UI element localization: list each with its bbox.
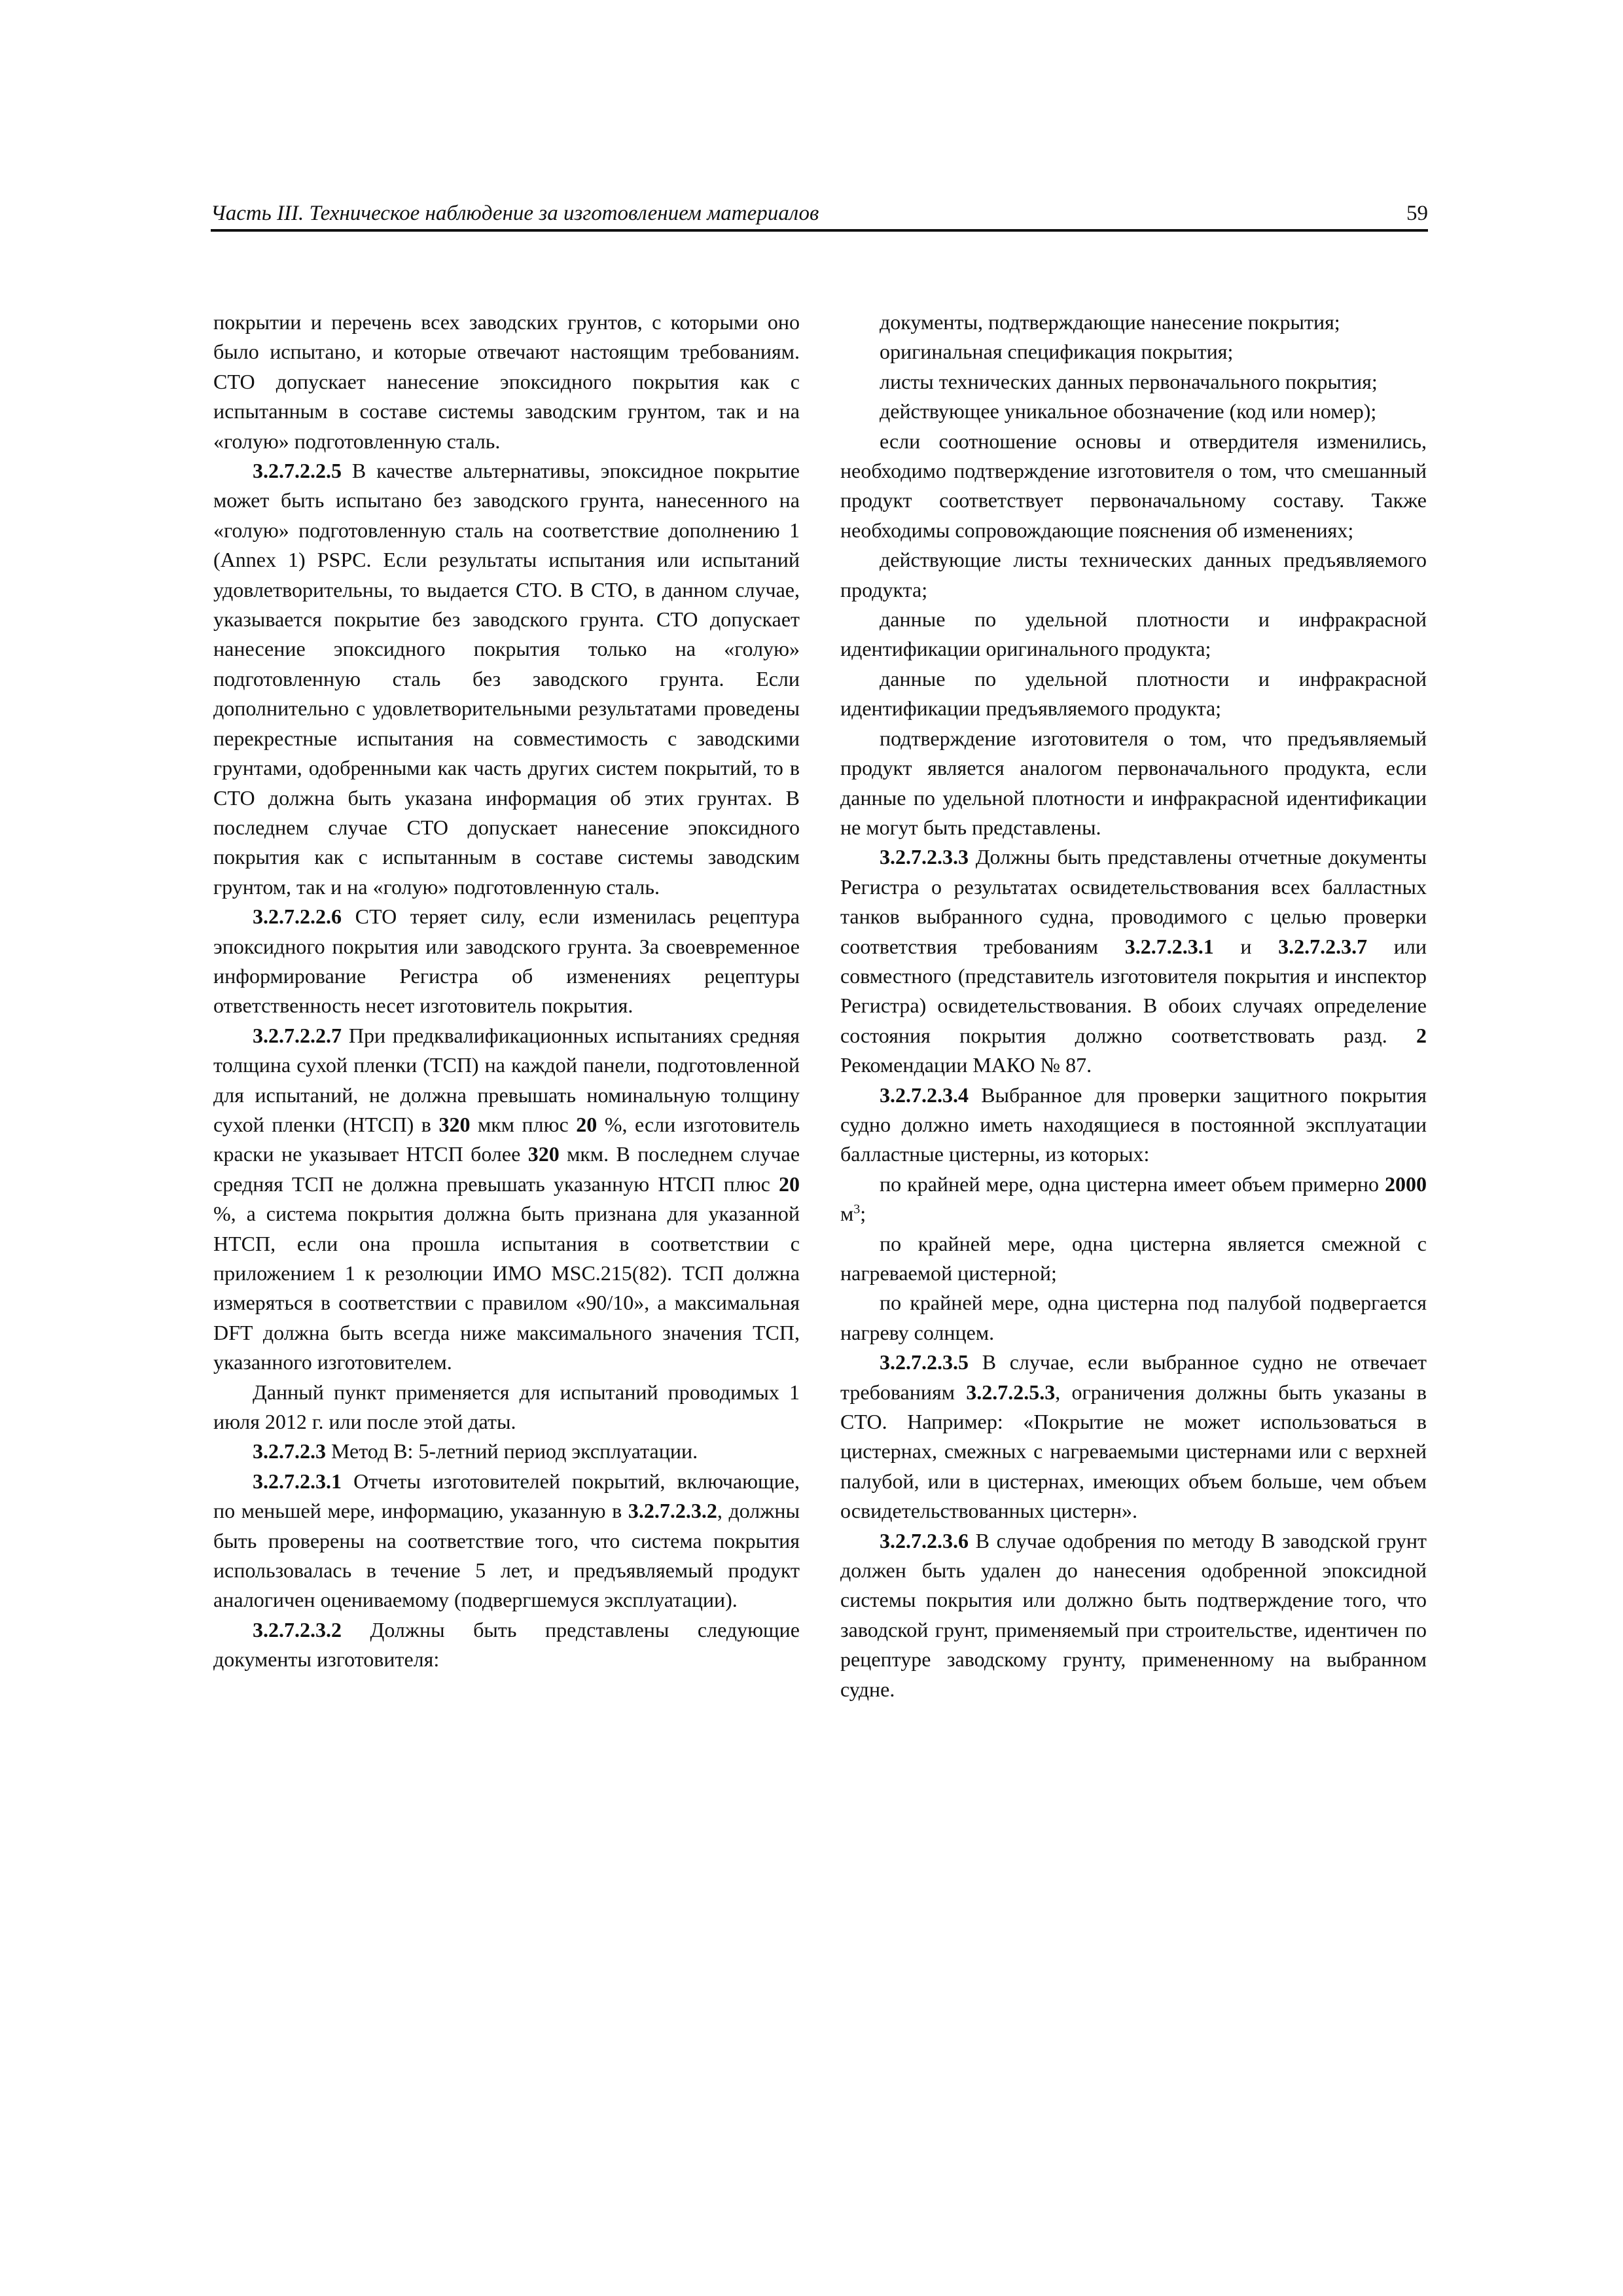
clause-number: 3.2.7.2.3.5 [880,1350,969,1374]
section-reference: 2 [1416,1023,1427,1047]
list-item [840,1229,1427,1289]
paragraph [213,1437,800,1466]
list-item [840,397,1427,426]
clause-number: 3.2.7.2.3.6 [880,1528,969,1552]
clause-number: 3.2.7.2.3 [253,1439,326,1463]
clause-number: 3.2.7.2.3.2 [253,1617,342,1641]
list-item-text: документы, подтверждающие нанесение покрытия; [880,310,1340,334]
list-item [840,367,1427,397]
paragraph-text: %, если изготовитель краски не указывает НТСП более [213,1112,800,1166]
clause-reference: 3.2.7.2.3.7 [1278,934,1368,958]
clause-reference: 3.2.7.2.3.1 [1124,934,1214,958]
list-item [840,664,1427,724]
paragraph-text: В случае одобрения по методу B заводской грунт должен быть удален до нанесения одобренной эпоксидной системы покрытия или должно быть подтверждение того, что заводской грунт, применяемый при строительстве, идентичен по рецептуре заводскому грунту, примененному на выбранном судне. [840,1528,1427,1701]
paragraph-text: Рекомендации МАКО № 87. [840,1053,1092,1077]
value: 320 [527,1142,560,1166]
paragraph [840,1526,1427,1704]
paragraph-text: мкм. В последнем случае средняя ТСП не должна превышать указанную НТСП плюс [213,1142,800,1196]
paragraph-text: %, а система покрытия должна быть признана для указанной НТСП, если она прошла испытания в соответствии с приложением 1 к резолюции ИМО MSC.215(82). ТСП должна измеряться в соответствии с правилом «90/10», а максимальная DFT должна быть всегда ниже максимального значения ТСП, указанного изготовителем. [213,1202,800,1374]
list-item-text: листы технических данных первоначального покрытия; [880,369,1378,393]
unit-exponent: 3 [853,1202,861,1217]
value: 20 [779,1172,800,1196]
list-item [840,308,1427,337]
paragraph-text: , ограничения должны быть указаны в СТО. Например: «Покрытие не может использоваться в цистернах, смежных с нагреваемыми цистернами или с верхней палубой, или в цистернах, имеющих объем больше, чем объем освидетельствованных цистерн». [840,1380,1427,1523]
clause-number: 3.2.7.2.2.6 [253,905,342,929]
paragraph-text: СТО теряет силу, если изменилась рецептура эпоксидного покрытия или заводского грунта. За своевременное информирование Регистра об изменениях рецептуры ответственность несет изготовитель покрытия. [213,905,800,1018]
list-item [840,427,1427,546]
list-item-text: данные по удельной плотности и инфракрасной идентификации оригинального продукта; [840,607,1427,661]
paragraph-text: Метод B: 5-летний период эксплуатации. [331,1439,698,1463]
right-column [840,308,1427,1704]
clause-number: 3.2.7.2.3.3 [880,845,969,869]
left-column [213,308,800,1675]
paragraph-text: покрытии и перечень всех заводских грунтов, с которыми оно было испытано, и которые отвечают настоящим требованиям. СТО допускает нанесение эпоксидного покрытия как с испытанным в составе системы заводским грунтом, так и на «голую» подготовленную сталь. [213,310,800,453]
paragraph [213,1615,800,1675]
paragraph [213,308,800,456]
list-item [840,724,1427,843]
header-rule [211,229,1428,232]
paragraph [213,1021,800,1378]
unit: м [840,1202,854,1226]
list-item [840,1170,1427,1229]
clause-number: 3.2.7.2.2.7 [253,1023,342,1047]
paragraph [213,1378,800,1437]
paragraph [840,842,1427,1080]
page-number: 59 [1406,202,1428,225]
paragraph-text: При предквалификационных испытаниях средняя толщина сухой пленки (ТСП) на каждой панели, подготовленной для испытаний, не должна превышать номинальную толщину сухой пленки (НТСП) в [213,1023,800,1136]
paragraph-text: , должны быть проверены на соответствие того, что система покрытия использовалась в течение 5 лет, и предъявляемый продукт аналогичен оцениваемому (подвергшемуся эксплуатации). [213,1499,800,1612]
list-item-text: подтверждение изготовителя о том, что предъявляемый продукт является аналогом первоначального продукта, если данные по удельной плотности и инфракрасной идентификации не могут быть представлены. [840,726,1427,839]
list-item [840,605,1427,664]
list-item-text: действующие листы технических данных предъявляемого продукта; [840,548,1427,601]
paragraph-text: Отчеты изготовителей покрытий, включающие, по меньшей мере, информацию, указанную в [213,1469,800,1523]
clause-reference: 3.2.7.2.3.2 [628,1499,717,1523]
list-item-text: если соотношение основы и отвердителя изменились, необходимо подтверждение изготовителя о том, что смешанный продукт соответствует первоначальному составу. Также необходимы сопровождающие пояснения об изменениях; [840,429,1427,542]
paragraph-text: Данный пункт применяется для испытаний проводимых 1 июля 2012 г. или после этой даты. [213,1380,800,1434]
paragraph-text: Выбранное для проверки защитного покрытия судно должно иметь находящиеся в постоянной эксплуатации балластные цистерны, из которых: [840,1083,1427,1166]
clause-number: 3.2.7.2.3.1 [253,1469,342,1493]
running-header [211,200,1428,230]
list-item-text: по крайней мере, одна цистерна имеет объем примерно [880,1172,1379,1196]
paragraph [213,1467,800,1615]
paragraph-text: В случае, если выбранное судно не отвечает требованиям [840,1350,1427,1404]
list-item [840,337,1427,367]
value: 20 [576,1112,597,1136]
list-item-text: по крайней мере, одна цистерна является смежной с нагреваемой цистерной; [840,1231,1427,1285]
paragraph [840,1348,1427,1526]
list-item [840,545,1427,605]
paragraph-text: В качестве альтернативы, эпоксидное покрытие может быть испытано без заводского грунта, нанесенного на «голую» подготовленную сталь на соответствие дополнению 1 (Annex 1) PSPC. Если результаты испытания или испытаний удовлетворительны, то выдается СТО. В СТО, в данном случае, указывается покрытие без заводского грунта. СТО допускает нанесение эпоксидного покрытия только на «голую» подготовленную сталь без заводского грунта. Если дополнительно с удовлетворительными результатами проведены перекрестные испытания на совместимость с заводскими грунтами, одобренными как часть других систем покрытий, то в СТО должна быть указана информация об этих грунтах. В последнем случае СТО допускает нанесение эпоксидного покрытия как с испытанным в составе системы заводским грунтом, так и на «голую» подготовленную сталь. [213,459,800,899]
clause-number: 3.2.7.2.3.4 [880,1083,969,1107]
paragraph [213,456,800,902]
list-item-text: оригинальная спецификация покрытия; [880,340,1234,364]
value: 320 [438,1112,471,1136]
clause-reference: 3.2.7.2.5.3 [966,1380,1056,1404]
header-title: Часть III. Техническое наблюдение за изготовлением материалов [211,202,819,225]
paragraph-text: или совместного (представитель изготовителя покрытия и инспектор Регистра) освидетельствования. В обоих случаях определение состояния покрытия должно соответствовать разд. [840,934,1427,1047]
list-item-text: данные по удельной плотности и инфракрасной идентификации предъявляемого продукта; [840,666,1427,721]
clause-number: 3.2.7.2.2.5 [253,459,342,483]
paragraph [213,902,800,1021]
list-item-text: действующее уникальное обозначение (код или номер); [880,399,1377,423]
list-item [840,1288,1427,1348]
list-item-text: ; [860,1202,866,1226]
paragraph-text: Должны быть представлены отчетные документы Регистра о результатах освидетельствования всех балластных танков выбранного судна, проводимого с целью проверки соответствия требованиям [840,845,1427,958]
value: 2000 [1385,1172,1427,1196]
paragraph-text: мкм плюс [477,1112,569,1136]
list-item-text: по крайней мере, одна цистерна под палубой подвергается нагреву солнцем. [840,1291,1427,1344]
paragraph-text: и [1240,934,1252,958]
paragraph [840,1081,1427,1170]
paragraph-text: Должны быть представлены следующие документы изготовителя: [213,1617,800,1672]
